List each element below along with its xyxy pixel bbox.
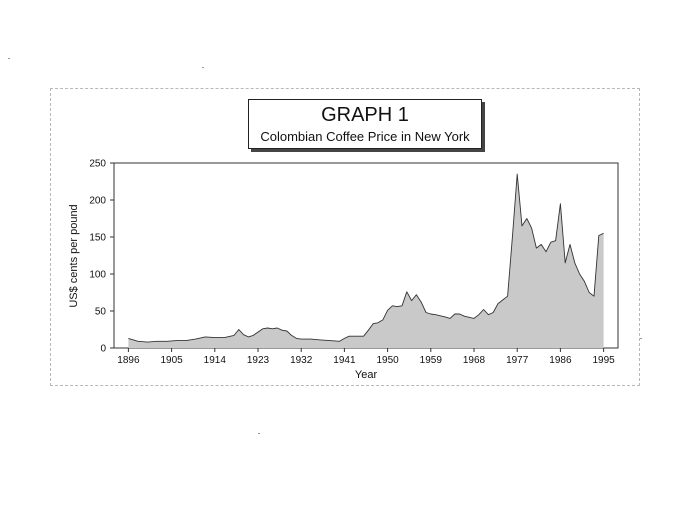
x-tick-label: 1977 [506, 355, 529, 366]
chart-title: GRAPH 1 [321, 104, 409, 126]
x-tick-label: 1950 [376, 355, 399, 366]
y-tick-label: 250 [89, 158, 106, 170]
y-axis-label: US$ cents per pound [68, 204, 80, 308]
y-tick-label: 200 [89, 195, 106, 207]
y-tick-label: 150 [89, 232, 106, 244]
scan-speck [8, 58, 10, 59]
x-tick-label: 1968 [462, 355, 486, 366]
y-tick-label: 100 [89, 269, 106, 281]
x-axis-label: Year [354, 369, 378, 381]
series-area [128, 174, 603, 348]
y-tick-label: 0 [100, 343, 106, 355]
x-tick-label: 1932 [290, 355, 313, 366]
x-tick-label: 1896 [117, 355, 140, 366]
x-tick-label: 1923 [246, 355, 270, 366]
x-tick-label: 1905 [160, 355, 183, 366]
scan-speck [640, 338, 642, 339]
x-tick-label: 1986 [549, 355, 572, 366]
x-tick-label: 1959 [419, 355, 442, 366]
scan-speck [258, 433, 260, 434]
y-tick-label: 50 [94, 306, 106, 318]
series-layer [128, 174, 603, 348]
x-tick-label: 1995 [592, 355, 615, 366]
scan-speck [202, 67, 204, 68]
x-tick-label: 1941 [333, 355, 356, 366]
x-tick-label: 1914 [203, 355, 226, 366]
chart-subtitle: Colombian Coffee Price in New York [260, 129, 470, 144]
